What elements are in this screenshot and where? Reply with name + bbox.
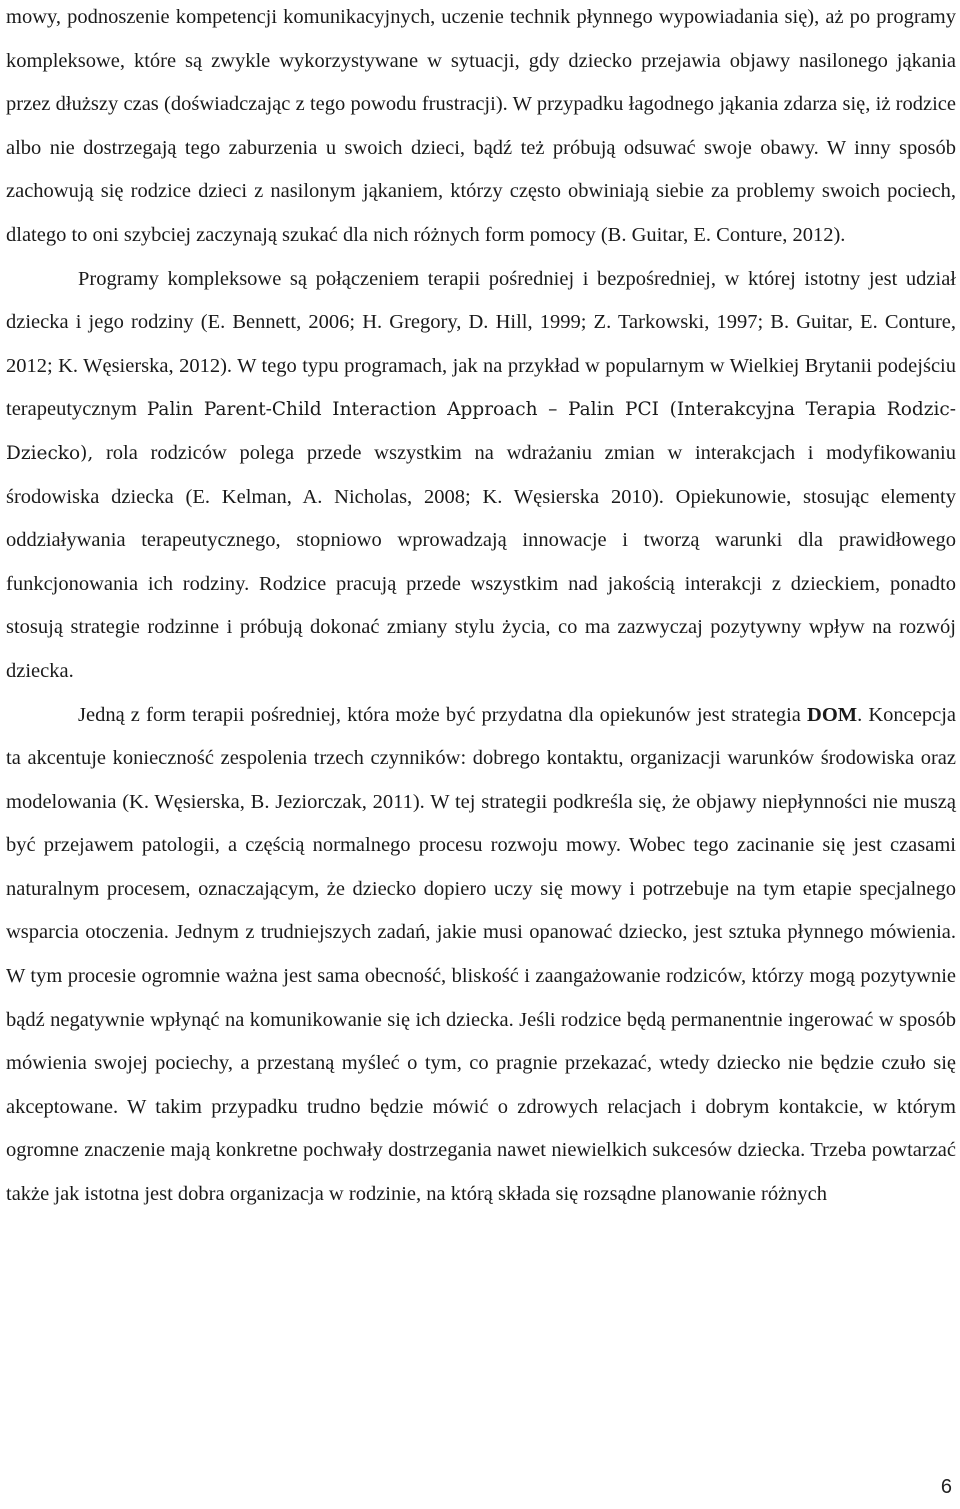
paragraph-2-text-a: Programy kompleksowe są połączeniem terapii pośredniej i bezpośredniej, w której istotny jest udział dziecka i jego rodziny (E. Bennett, 2006; H. Gregory, D. Hill, 1999; Z. Tarkowski, 1997; B. Guitar, E. Conture, 2012; K. Węsierska, 2012). W tego typu programach, jak na przykład w popularnym w Wielkiej Brytanii podejściu terapeutycznym (6, 267, 956, 421)
document-page (6, 0, 956, 1217)
paragraph-2-text-b: rola rodziców polega przede wszystkim na wdrażaniu zmian w interakcjach i modyfikowaniu środowiska dziecka (E. Kelman, A. Nicholas, 2008; K. Węsierska 2010). Opiekunowie, stosując elementy oddziaływania terapeutycznego, stopniowo wprowadzają innowacje i tworzą warunki dla prawidłowego funkcjonowania ich rodziny. Rodzice pracują przede wszystkim nad jakością interakcji z dzieckiem, ponadto stosują strategie rodzinne i próbują dokonać zmiany stylu życia, co ma zazwyczaj pozytywny wpływ na rozwój dziecka. (6, 441, 956, 682)
paragraph-3 (6, 694, 956, 1217)
palin-pci-term: Palin Parent-Child Interaction Approach – Palin PCI (Interakcyjna Terapia Rodzic-Dziecko), (6, 399, 956, 464)
paragraph-1: mowy, podnoszenie kompetencji komunikacyjnych, uczenie technik płynnego wypowiadania się), aż po programy kompleksowe, które są zwykle wykorzystywane w sytuacji, gdy dziecko przejawia objawy nasilonego jąkania przez dłuższy czas (doświadczając z tego powodu frustracji). W przypadku łagodnego jąkania zdarza się, iż rodzice albo nie dostrzegają tego zaburzenia u swoich dzieci, bądź też próbują odsuwać swoje obawy. W inny sposób zachowują się rodzice dzieci z nasilonym jąkaniem, którzy często obwiniają siebie za problemy swoich pociech, dlatego to oni szybciej zaczynają szukać dla nich różnych form pomocy (B. Guitar, E. Conture, 2012). (6, 6, 956, 246)
page-number: 6 (940, 1476, 952, 1498)
dom-strategy-term: DOM (807, 703, 858, 726)
paragraph-3-text-b: . Koncepcja ta akcentuje konieczność zespolenia trzech czynników: dobrego kontaktu, organizacji warunków środowiska oraz modelowania (K. Węsierska, B. Jeziorczak, 2011). W tej strategii podkreśla się, że objawy niepłynności nie muszą być przejawem patologii, a częścią normalnego procesu rozwoju mowy. Wobec tego zacinanie się jest czasami naturalnym procesem, oznaczającym, że dziecko dopiero uczy się mowy i potrzebuje na tym etapie specjalnego wsparcia otoczenia. Jednym z trudniejszych zadań, jakie musi opanować dziecko, jest sztuka płynnego mówienia. W tym procesie ogromnie ważna jest sama obecność, bliskość i zaangażowanie rodziców, którzy mogą pozytywnie bądź negatywnie wpłynąć na komunikowanie się ich dziecka. Jeśli rodzice będą permanentnie ingerować w sposób mówienia swojej pociechy, a przestaną myśleć o tym, co pragnie przekazać, wtedy dziecko nie będzie czuło się akceptowane. W takim przypadku trudno będzie mówić o zdrowych relacjach i dobrym kontakcie, w którym ogromne znaczenie mają konkretne pochwały dostrzegania nawet niewielkich sukcesów dziecka. Trzeba powtarzać także jak istotna jest dobra organizacja w rodzinie, na którą składa się rozsądne planowanie różnych (6, 703, 957, 1206)
paragraph-2 (6, 258, 956, 694)
paragraph-3-text-a: Jedną z form terapii pośredniej, która może być przydatna dla opiekunów jest strategia (78, 703, 801, 726)
